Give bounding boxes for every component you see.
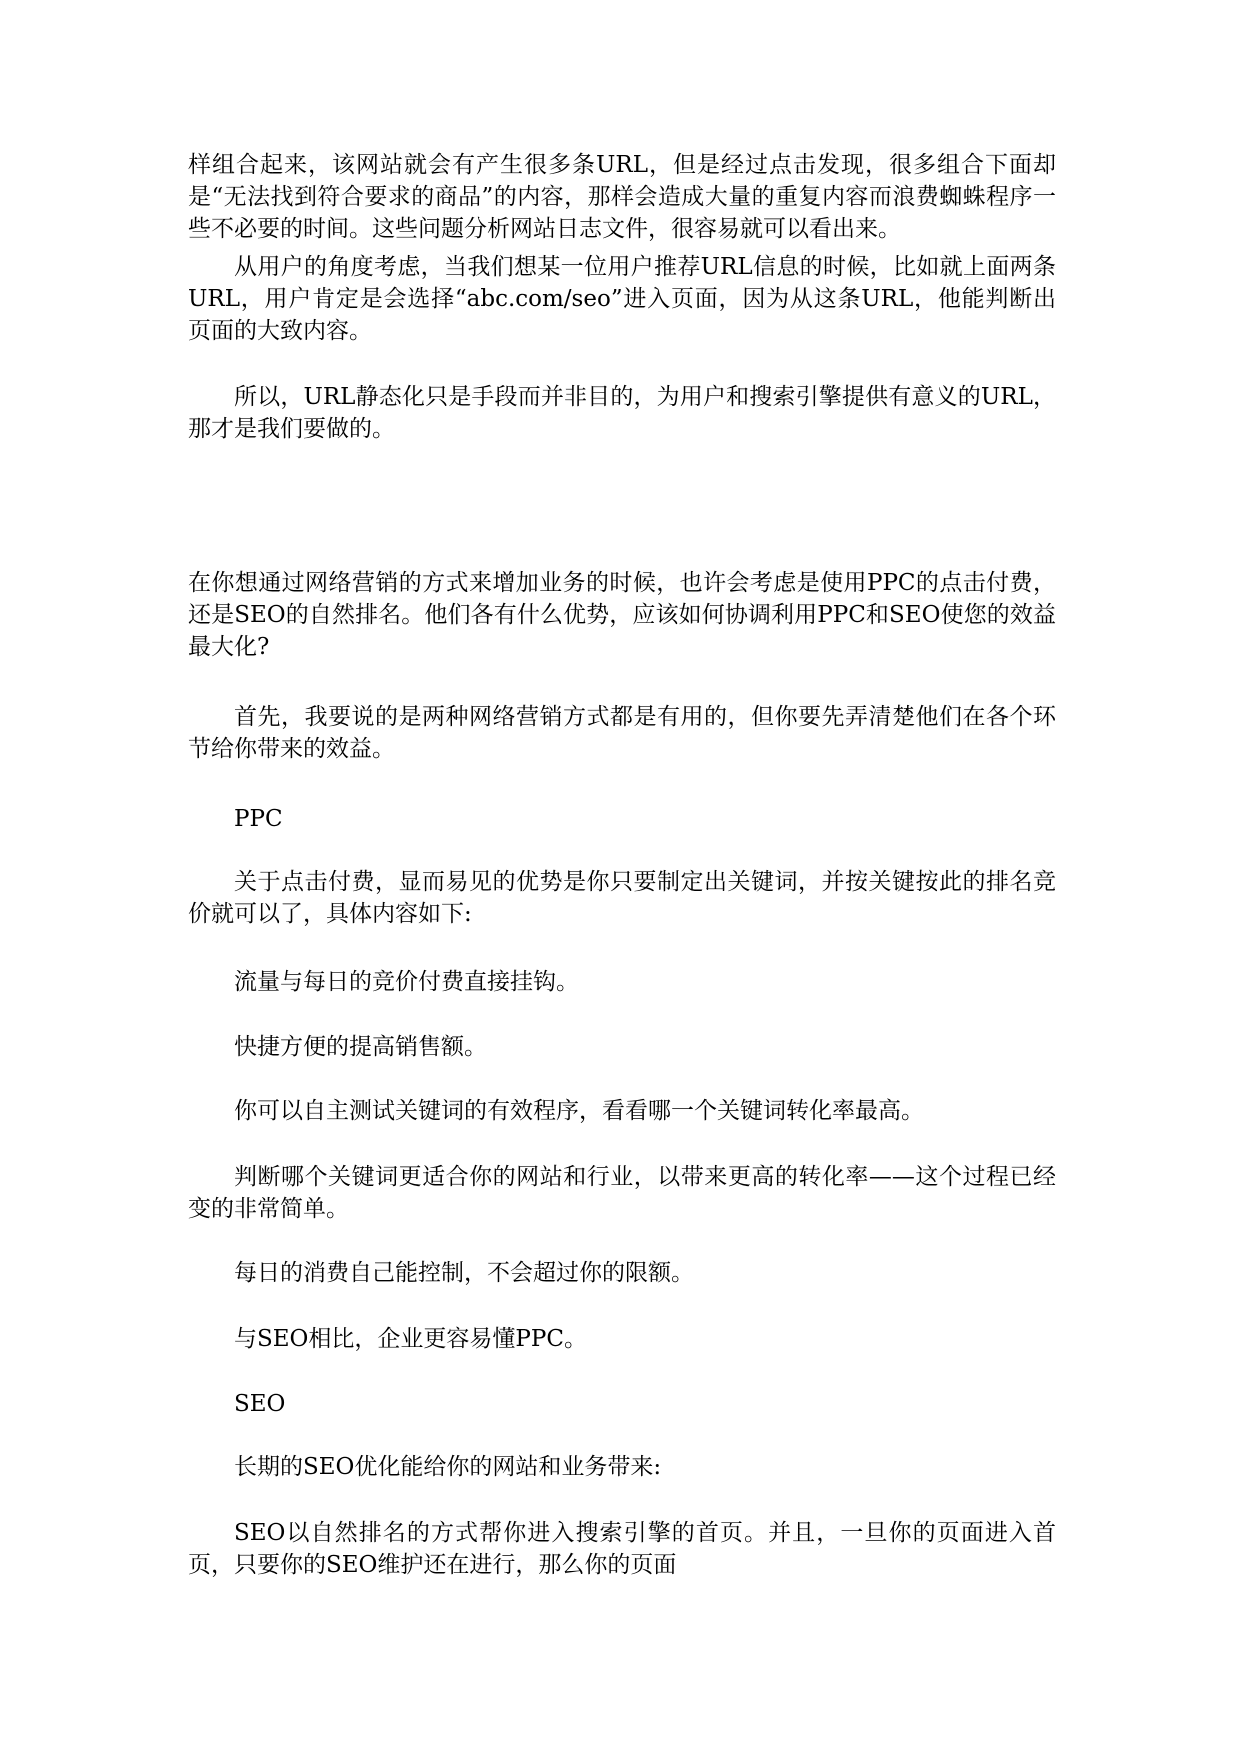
section-heading-seo: SEO <box>234 1391 286 1417</box>
paragraph-12: 每日的消费自己能控制，不会超过你的限额。 <box>234 1260 694 1286</box>
section-heading-ppc: PPC <box>234 806 283 832</box>
paragraph-8: 流量与每日的竞价付费直接挂钩。 <box>234 969 579 995</box>
paragraph-11: 判断哪个关键词更适合你的网站和行业，以带来更高的转化率——这个过程已经变的非常简单。 <box>188 1164 1056 1222</box>
paragraph-3: 所以，URL静态化只是手段而并非目的，为用户和搜索引擎提供有意义的URL，那才是我们要做的。 <box>188 384 1056 442</box>
paragraph-10: 你可以自主测试关键词的有效程序，看看哪一个关键词转化率最高。 <box>234 1098 924 1124</box>
paragraph-2: 从用户的角度考虑，当我们想某一位用户推荐URL信息的时候，比如就上面两条URL，用户肯定是会选择“abc.com/seo”进入页面，因为从这条URL，他能判断出页面的大致内容。 <box>188 254 1056 344</box>
paragraph-15: 长期的SEO优化能给你的网站和业务带来: <box>234 1454 662 1480</box>
paragraph-9: 快捷方便的提高销售额。 <box>234 1034 487 1060</box>
paragraph-7: 关于点击付费，显而易见的优势是你只要制定出关键词，并按关键按此的排名竞价就可以了，具体内容如下: <box>188 869 1056 927</box>
paragraph-5: 首先，我要说的是两种网络营销方式都是有用的，但你要先弄清楚他们在各个环节给你带来的效益。 <box>188 704 1056 762</box>
paragraph-1: 样组合起来，该网站就会有产生很多条URL，但是经过点击发现，很多组合下面却是“无法找到符合要求的商品”的内容，那样会造成大量的重复内容而浪费蜘蛛程序一些不必要的时间。这些问题分析网站日志文件，很容易就可以看出来。 <box>188 152 1056 242</box>
paragraph-4: 在你想通过网络营销的方式来增加业务的时候，也许会考虑是使用PPC的点击付费，还是SEO的自然排名。他们各有什么优势，应该如何协调利用PPC和SEO使您的效益最大化? <box>188 570 1056 660</box>
paragraph-13: 与SEO相比，企业更容易懂PPC。 <box>234 1326 587 1352</box>
paragraph-16: SEO以自然排名的方式帮你进入搜索引擎的首页。并且，一旦你的页面进入首页，只要你的SEO维护还在进行，那么你的页面 <box>188 1520 1056 1578</box>
